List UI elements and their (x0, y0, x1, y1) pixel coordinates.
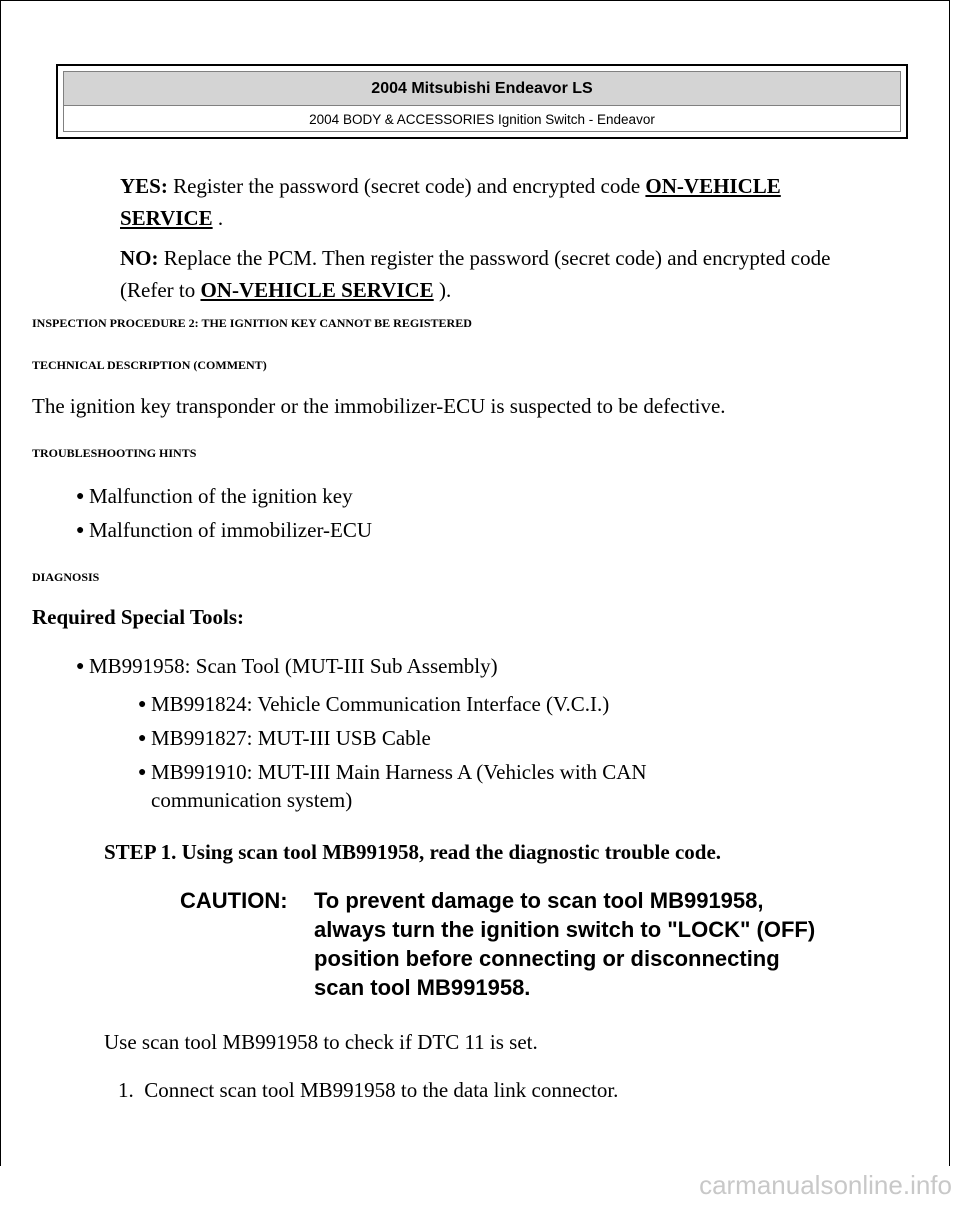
tool-text: MB991827: MUT-III USB Cable (151, 726, 431, 750)
tech-desc-heading: TECHNICAL DESCRIPTION (COMMENT) (32, 358, 267, 372)
yes-paragraph (120, 170, 840, 234)
yes-text: Register the password (secret code) and encrypted code (167, 174, 646, 198)
bullet-icon: ● (138, 765, 147, 780)
diagnosis-heading: DIAGNOSIS (32, 570, 100, 584)
step1-title: STEP 1. Using scan tool MB991958, read the diagnostic trouble code. (104, 840, 722, 864)
list-item (138, 692, 609, 717)
caution-line: always turn the ignition switch to "LOCK" (OFF) (314, 917, 816, 942)
list-item (76, 484, 353, 509)
caution-text (314, 886, 894, 1002)
no-text: Replace the PCM. Then register the password (secret code) and encrypted code (Refer to (120, 246, 831, 302)
no-tail: ). (433, 278, 452, 302)
list-item (76, 654, 498, 679)
list-item-continued: communication system) (151, 788, 353, 812)
caution-line: position before connecting or disconnecting (314, 946, 780, 971)
hint-text: Malfunction of the ignition key (89, 484, 353, 508)
no-paragraph (120, 242, 840, 306)
header-inner (63, 71, 901, 132)
yes-tail: . (212, 206, 224, 230)
bullet-icon: ● (138, 731, 147, 746)
header-subtitle: 2004 BODY & ACCESSORIES Ignition Switch - Endeavor (309, 112, 655, 127)
tool-text: MB991958: Scan Tool (MUT-III Sub Assembly) (89, 654, 498, 678)
bullet-icon: ● (138, 697, 147, 712)
bullet-icon: ● (76, 523, 85, 538)
bullet-icon: ● (76, 489, 85, 504)
bullet-icon: ● (76, 659, 85, 674)
caution-line: scan tool MB991958. (314, 975, 531, 1000)
inspection-heading: INSPECTION PROCEDURE 2: THE IGNITION KEY CANNOT BE REGISTERED (32, 316, 472, 330)
on-vehicle-service-link-2[interactable]: ON-VEHICLE SERVICE (200, 278, 434, 302)
hint-text: Malfunction of immobilizer-ECU (89, 518, 373, 542)
tools-heading: Required Special Tools: (32, 605, 244, 629)
no-label: NO: (120, 246, 159, 270)
caution-label: CAUTION: (180, 888, 288, 913)
step-number: 1. (118, 1078, 134, 1102)
tool-text: MB991910: MUT-III Main Harness A (Vehicles with CAN (151, 760, 647, 784)
tech-desc-text: The ignition key transponder or the immobilizer-ECU is suspected to be defective. (32, 394, 726, 418)
step-text: Connect scan tool MB991958 to the data link connector. (144, 1078, 619, 1102)
tool-text: MB991824: Vehicle Communication Interface (V.C.I.) (151, 692, 610, 716)
watermark: carmanualsonline.info (699, 1170, 952, 1200)
on-vehicle-service-link[interactable]: ON-VEHICLE SERVICE (120, 174, 781, 230)
document-header (56, 64, 908, 139)
hints-heading: TROUBLESHOOTING HINTS (32, 446, 197, 460)
list-item (138, 760, 647, 785)
yes-label: YES: (120, 174, 168, 198)
list-item (138, 726, 431, 751)
ordered-list-item (118, 1078, 618, 1103)
header-title: 2004 Mitsubishi Endeavor LS (64, 72, 900, 106)
list-item (76, 518, 372, 543)
use-scan-tool-line: Use scan tool MB991958 to check if DTC 11 is set. (104, 1030, 538, 1054)
caution-line: To prevent damage to scan tool MB991958, (314, 888, 764, 913)
